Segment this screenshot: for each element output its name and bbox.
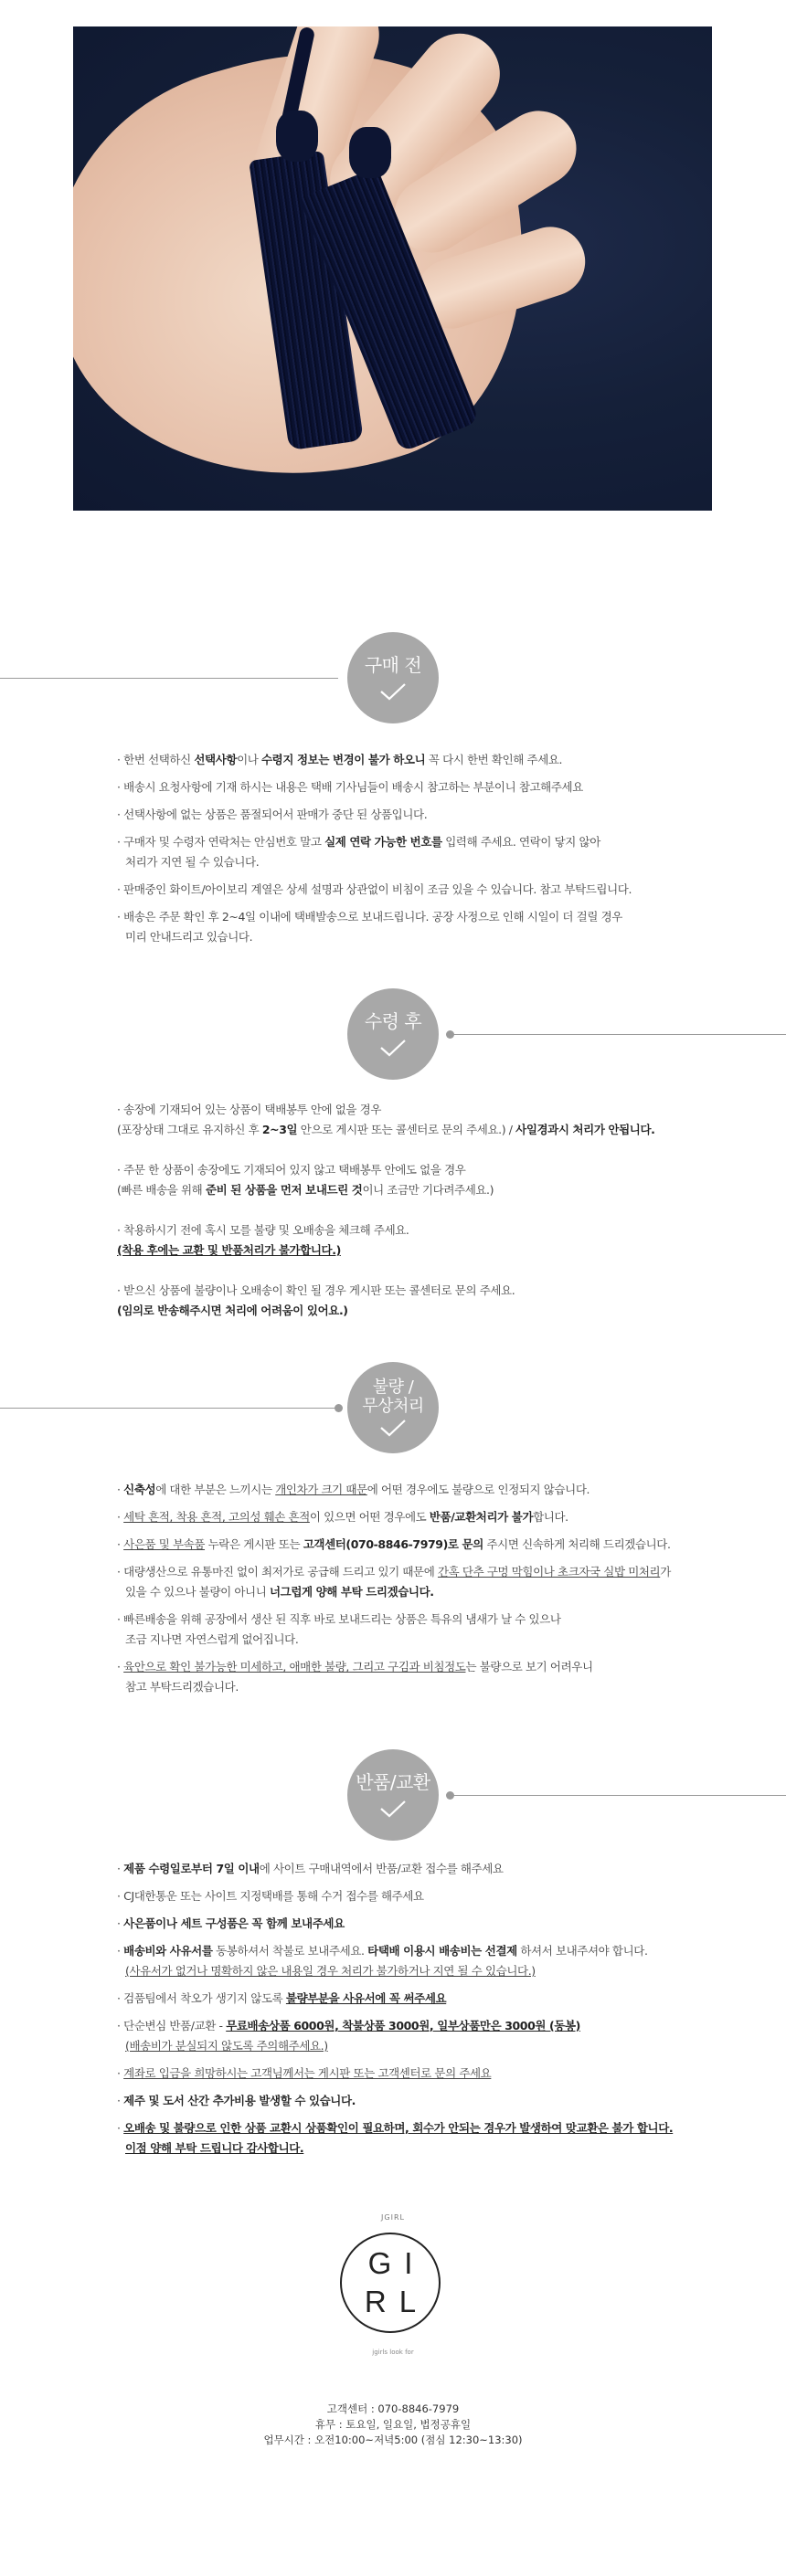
section-badge-defect [347, 1362, 439, 1453]
notice-line: · 검품팀에서 착오가 생기지 않도록 불량부분을 사유서에 꼭 써주세요 [117, 1991, 447, 2005]
section-divider-line [453, 1795, 786, 1796]
notice-line: · 주문 한 상품이 송장에도 기재되어 있지 않고 택배봉투 안에도 없을 경우 [117, 1163, 466, 1177]
section-divider-dot [335, 1404, 343, 1412]
section-divider-line [453, 1034, 786, 1035]
notice-line: · 배송비와 사유서를 동봉하셔서 착불로 보내주세요. 타택배 이용시 배송비는 선결제 하셔서 보내주셔야 합니다. [117, 1944, 648, 1958]
tassel-knot [276, 111, 318, 162]
notice-line: · 단순변심 반품/교환 - 무료배송상품 6000원, 착불상품 3000원, 일부상품만은 3000원 (동봉) [117, 2019, 580, 2032]
section-divider-line [0, 678, 338, 679]
notice-line: · 선택사항에 없는 상품은 품절되어서 판매가 중단 된 상품입니다. [117, 808, 428, 821]
section-badge-before-purchase [347, 632, 439, 723]
notice-line: · 사은품이나 세트 구성품은 꼭 함께 보내주세요 [117, 1916, 345, 1930]
notice-line: · 한번 선택하신 선택사항이나 수령지 정보는 변경이 불가 하오니 꼭 다시 한번 확인해 주세요. [117, 753, 563, 766]
notice-line: (사유서가 없거나 명확하지 않은 내용일 경우 처리가 불가하거나 지연 될 수 있습니다.) [125, 1964, 536, 1978]
notice-line: · 빠른배송을 위해 공장에서 생산 된 직후 바로 보내드리는 상품은 특유의 냄새가 날 수 있으나 [117, 1612, 561, 1626]
section-title: 반품/교환 [356, 1771, 430, 1793]
notice-line: · 배송은 주문 확인 후 2~4일 이내에 택배발송으로 보내드립니다. 공장 사정으로 인해 시일이 더 걸릴 경우 [117, 910, 622, 924]
section-body-before-purchase [117, 753, 674, 957]
section-body-after-receipt [117, 1103, 674, 1331]
notice-line: 미리 안내드리고 있습니다. [125, 930, 253, 944]
notice-line: · 판매중인 화이트/아이보리 계열은 상세 설명과 상관없이 비침이 조금 있을 수 있습니다. 참고 부탁드립니다. [117, 882, 632, 896]
notice-line: · CJ대한통운 또는 사이트 지정택배를 통해 수거 접수를 해주세요 [117, 1889, 424, 1903]
section-title: 불량 / 무상처리 [362, 1378, 424, 1416]
notice-line: · 세탁 흔적, 착용 흔적, 고의성 훼손 흔적이 있으면 어떤 경우에도 반품/교환처리가 불가합니다. [117, 1510, 568, 1524]
footer-business-hours: 업무시간 : 오전10:00~저녁5:00 (점심 12:30~13:30) [263, 2433, 523, 2446]
brand-logo [340, 2233, 441, 2333]
logo-text-line1: GI [367, 2246, 426, 2280]
notice-line: 있을 수 있으나 불량이 아니니 너그럽게 양해 부탁 드리겠습니다. [125, 1585, 434, 1599]
notice-line: (임의로 반송해주시면 처리에 어려움이 있어요.) [117, 1304, 348, 1317]
notice-line: (포장상태 그대로 유지하신 후 2~3일 안으로 게시판 또는 콜센터로 문의 주세요.) / 사일경과시 처리가 안됩니다. [117, 1123, 655, 1136]
section-body-return-exchange [117, 1862, 674, 2169]
footer-cs-phone: 고객센터 : 070-8846-7979 [326, 2402, 460, 2415]
notice-line: · 신축성에 대한 부분은 느끼시는 개인차가 크기 때문에 어떤 경우에도 불량으로 인정되지 않습니다. [117, 1483, 590, 1496]
notice-line: · 받으신 상품에 불량이나 오배송이 확인 될 경우 게시판 또는 콜센터로 문의 주세요. [117, 1283, 515, 1297]
brand-small-label: JGIRL [381, 2213, 405, 2222]
notice-line: · 배송시 요청사항에 기재 하시는 내용은 택배 기사님들이 배송시 참고하는 부분이니 참고해주세요 [117, 780, 583, 794]
notice-line: · 계좌로 입금을 희망하시는 고객님께서는 게시판 또는 고객센터로 문의 주세요 [117, 2066, 492, 2080]
notice-line: · 구매자 및 수령자 연락처는 안심번호 말고 실제 연락 가능한 번호를 입력해 주세요. 연락이 닿지 않아 [117, 835, 600, 849]
section-body-defect [117, 1483, 674, 1707]
check-icon [379, 1418, 407, 1438]
notice-line: 참고 부탁드리겠습니다. [125, 1680, 239, 1694]
section-title: 수령 후 [364, 1010, 422, 1032]
notice-line: (빠른 배송을 위해 준비 된 상품을 먼저 보내드린 것이니 조금만 기다려주세요.) [117, 1183, 494, 1197]
section-title: 구매 전 [364, 654, 422, 676]
check-icon [379, 1038, 407, 1058]
notice-line: (착용 후에는 교환 및 반품처리가 불가합니다.) [117, 1243, 341, 1257]
notice-line: · 송장에 기재되어 있는 상품이 택배봉투 안에 없을 경우 [117, 1103, 382, 1116]
notice-line: (배송비가 분실되지 않도록 주의해주세요.) [125, 2039, 328, 2053]
check-icon [379, 1799, 407, 1819]
product-photo [73, 26, 712, 511]
section-badge-after-receipt [347, 988, 439, 1080]
brand-tagline: jgirls look for [372, 2349, 414, 2356]
footer-info [0, 2402, 786, 2448]
notice-line: · 착용하시기 전에 혹시 모를 불량 및 오배송을 체크해 주세요. [117, 1223, 409, 1237]
tassel-knot [349, 127, 391, 178]
notice-line: 처리가 지연 될 수 있습니다. [125, 855, 260, 869]
notice-line: · 오배송 및 불량으로 인한 상품 교환시 상품확인이 필요하며, 회수가 안되는 경우가 발생하여 맞교환은 불가 합니다. [117, 2121, 674, 2135]
notice-line: 이점 양해 부탁 드립니다 감사합니다. [125, 2141, 304, 2155]
check-icon [379, 681, 407, 702]
logo-text-line2: RL [364, 2285, 430, 2318]
notice-line: · 대량생산으로 유통마진 없이 최저가로 공급해 드리고 있기 때문에 간혹 단추 구멍 막힘이나 초크자국 실밥 미처리가 [117, 1565, 671, 1578]
notice-line: · 제품 수령일로부터 7일 이내에 사이트 구매내역에서 반품/교환 접수를 해주세요 [117, 1862, 504, 1875]
notice-line: · 육안으로 확인 불가능한 미세하고, 애매한 불량, 그리고 구김과 비침정도는 불량으로 보기 어려우니 [117, 1660, 593, 1673]
notice-line: 조금 지나면 자연스럽게 없어집니다. [125, 1632, 299, 1646]
section-divider-line [0, 1408, 338, 1409]
section-badge-return-exchange [347, 1749, 439, 1841]
notice-line: · 사은품 및 부속품 누락은 게시판 또는 고객센터(070-8846-7979)로 문의 주시면 신속하게 처리해 드리겠습니다. [117, 1537, 671, 1551]
notice-line: · 제주 및 도서 산간 추가비용 발생할 수 있습니다. [117, 2094, 356, 2107]
footer-holidays: 휴무 : 토요일, 일요일, 법정공휴일 [314, 2418, 472, 2431]
